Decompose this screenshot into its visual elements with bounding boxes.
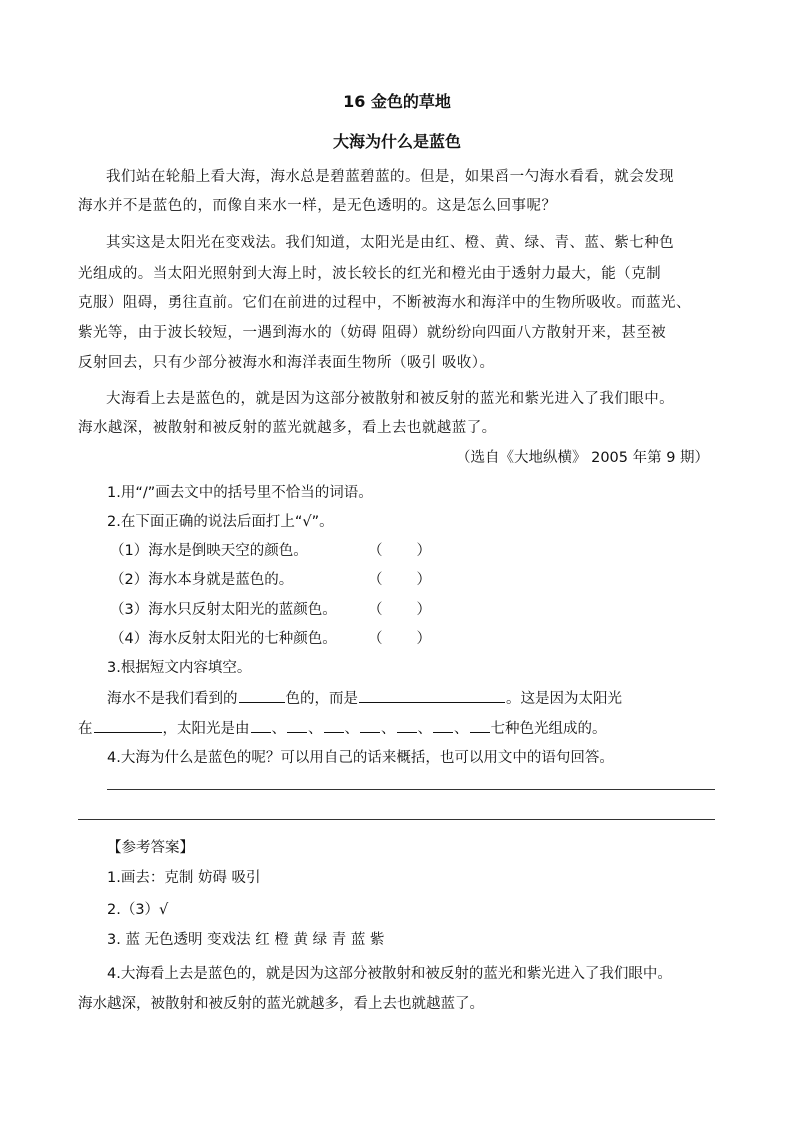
answer-1: 1.画去：克制 妨碍 吸引	[107, 870, 261, 886]
fill-text: 七种色光组成的。	[490, 721, 607, 737]
fill-blank[interactable]	[251, 718, 271, 733]
answer-line[interactable]	[107, 789, 715, 790]
answer-4-cont: 海水越深，被散射和被反射的蓝光就越多，看上去也就越蓝了。	[78, 996, 484, 1012]
fill-blank[interactable]	[359, 688, 505, 703]
question-2: 2.在下面正确的说法后面打上“√”。	[107, 514, 334, 530]
answer-paren[interactable]: （ ）	[368, 631, 431, 647]
fill-text: 色的，而是	[285, 691, 358, 707]
fill-blank[interactable]	[397, 718, 417, 733]
option-4: （4）海水反射太阳光的七种颜色。	[110, 631, 337, 647]
passage-source: （选自《大地纵横》 2005 年第 9 期）	[456, 450, 710, 466]
fill-line-2: 在 ，太阳光是由 、 、 、 、 、 、 七种色光组成的。	[78, 717, 607, 738]
section-divider	[78, 819, 715, 820]
passage-line: 反射回去，只有少部分被海水和海洋表面生物所（吸引 吸收）。	[78, 355, 495, 371]
fill-blank[interactable]	[433, 718, 453, 733]
question-3: 3.根据短文内容填空。	[107, 660, 252, 676]
passage-line: 大海看上去是蓝色的，就是因为这部分被散射和被反射的蓝光和紫光进入了我们眼中。	[106, 391, 675, 407]
fill-text: 海水不是我们看到的	[107, 691, 238, 707]
fill-text: 。这是因为太阳光	[506, 691, 622, 707]
passage-line: 紫光等，由于波长较短，一遇到海水的（妨碍 阻碍）就纷纷向四面八方散射开来，甚至被	[78, 325, 667, 341]
fill-line-1	[107, 687, 622, 708]
fill-text: 在	[78, 721, 93, 737]
answer-4: 4.大海看上去是蓝色的，就是因为这部分被散射和被反射的蓝光和紫光进入了我们眼中。	[107, 966, 672, 982]
answer-paren[interactable]: （ ）	[368, 543, 431, 559]
passage-line: 光组成的。当太阳光照射到大海上时，波长较长的红光和橙光由于透射力最大，能（克制	[78, 266, 662, 282]
passage-title: 大海为什么是蓝色	[332, 132, 461, 151]
question-1: 1.用“/”画去文中的括号里不恰当的词语。	[107, 485, 373, 501]
fill-blank[interactable]	[324, 718, 344, 733]
passage-line: 海水越深，被散射和被反射的蓝光就越多，看上去也就越蓝了。	[78, 420, 497, 436]
question-4: 4.大海为什么是蓝色的呢？可以用自己的话来概括，也可以用文中的语句回答。	[107, 750, 614, 766]
fill-blank[interactable]	[470, 718, 490, 733]
passage-line: 海水并不是蓝色的，而像自来水一样，是无色透明的。这是怎么回事呢？	[78, 198, 557, 214]
fill-blank[interactable]	[94, 718, 162, 733]
option-2: （2）海水本身就是蓝色的。	[110, 572, 294, 588]
passage-line: 克服）阻碍，勇往直前。它们在前进的过程中，不断被海水和海洋中的生物所吸收。而蓝光、	[78, 295, 691, 311]
answer-paren[interactable]: （ ）	[368, 602, 431, 618]
fill-blank[interactable]	[287, 718, 307, 733]
fill-blank[interactable]	[360, 718, 380, 733]
answer-2: 2.（3）√	[107, 902, 169, 918]
passage-line: 其实这是太阳光在变戏法。我们知道，太阳光是由红、橙、黄、绿、青、蓝、紫七种色	[106, 235, 675, 251]
answer-paren[interactable]: （ ）	[368, 572, 431, 588]
fill-blank[interactable]	[239, 688, 285, 703]
option-3: （3）海水只反射太阳光的蓝颜色。	[110, 602, 337, 618]
answer-3: 3. 蓝 无色透明 变戏法 红 橙 黄 绿 青 蓝 紫	[107, 932, 385, 948]
option-1: （1）海水是倒映天空的颜色。	[110, 543, 308, 559]
passage-line: 我们站在轮船上看大海，海水总是碧蓝碧蓝的。但是，如果舀一勺海水看看，就会发现	[106, 169, 675, 185]
answers-heading: 【参考答案】	[107, 840, 194, 856]
chapter-heading: 16 金色的草地	[343, 92, 451, 111]
fill-text: ，太阳光是由	[162, 721, 250, 737]
